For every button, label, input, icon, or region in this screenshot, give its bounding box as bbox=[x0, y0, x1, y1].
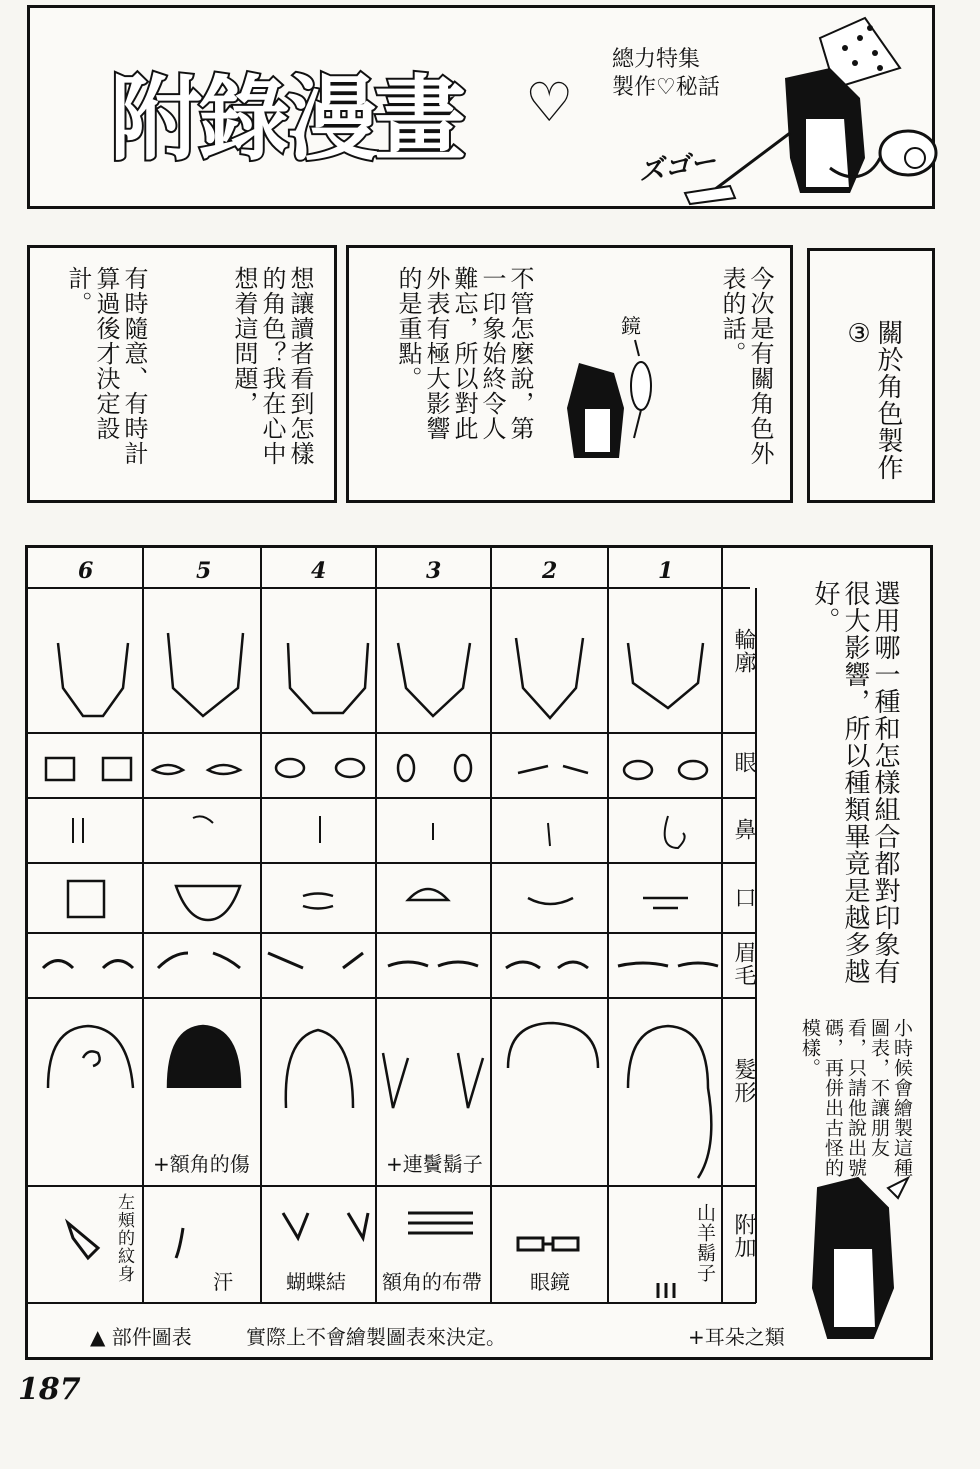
penguin-vacuum-illustration bbox=[30, 8, 938, 212]
left-text-1: 想讓讀者看到怎樣的角色？我在心中想着這問題， bbox=[230, 266, 314, 466]
heart-icon: ♡ bbox=[525, 71, 574, 134]
extra-label-col3: 額角的布帶 bbox=[382, 1270, 482, 1294]
extra-label-col4: 蝴蝶結 bbox=[286, 1270, 346, 1294]
page-number: 187 bbox=[18, 1372, 81, 1407]
chart-side-note: 小時候會繪製這種圖表，不讓朋友看，只請他說出號碼，再併出古怪的模樣。 bbox=[799, 1018, 913, 1178]
extra-label-col6: 左頰的紋身 bbox=[114, 1193, 134, 1283]
chart-caption-left: ▲ 部件圖表 bbox=[90, 1325, 192, 1349]
chart-side-text: 選用哪一種和怎樣組合都對印象有很大影響，所以種類畢竟是越多越好。 bbox=[810, 580, 900, 985]
column-header-5: 5 bbox=[196, 558, 212, 584]
penguin-mirror-illustration bbox=[349, 248, 796, 506]
extra-label-col2: 眼鏡 bbox=[530, 1270, 570, 1294]
subtitle-line2: 製作♡秘話 bbox=[612, 75, 720, 100]
extra-label-col5: 汗 bbox=[213, 1270, 233, 1294]
eyebrow-drawings bbox=[43, 953, 718, 968]
middle-text-1: 今次是有關角色外表的話。 bbox=[718, 266, 774, 466]
row-label-contour: 輪廓 bbox=[731, 628, 756, 674]
row-label-hair: 髮形 bbox=[731, 1058, 756, 1104]
row-label-extras: 附加 bbox=[731, 1213, 756, 1259]
row-label-nose: 鼻 bbox=[731, 818, 756, 841]
hair-note-col5: +額角的傷 bbox=[153, 1152, 250, 1176]
column-header-3: 3 bbox=[426, 558, 442, 584]
column-header-4: 4 bbox=[311, 558, 327, 584]
mouth-drawings bbox=[68, 881, 688, 920]
mirror-label: 鏡 bbox=[621, 314, 641, 338]
row-label-eyebrows: 眉毛 bbox=[731, 941, 756, 987]
parts-chart-panel bbox=[25, 545, 933, 1360]
middle-panel bbox=[346, 245, 793, 503]
page-title: 附錄漫畫 bbox=[110, 65, 463, 173]
contour-drawings bbox=[58, 633, 703, 718]
title-panel bbox=[27, 5, 935, 209]
row-label-mouth: 口 bbox=[731, 886, 756, 909]
hair-note-col3: +連鬢鬍子 bbox=[386, 1152, 483, 1176]
nose-drawings bbox=[73, 816, 685, 848]
column-header-2: 2 bbox=[542, 558, 558, 584]
middle-text-2: 不管怎麼說，第一印象始終令人難忘，所以對此外表有極大影響的是重點。 bbox=[394, 266, 534, 441]
chart-caption-mid: 實際上不會繪製圖表來決定。 bbox=[246, 1325, 506, 1349]
left-panel bbox=[27, 245, 337, 503]
chapter-heading: 關於角色製作③ bbox=[844, 319, 903, 481]
extra-drawings bbox=[68, 1213, 674, 1298]
column-header-6: 6 bbox=[78, 558, 94, 584]
column-header-1: 1 bbox=[658, 558, 674, 584]
subtitle-line1: 總力特集 bbox=[612, 47, 701, 72]
chart-caption-right: +耳朵之類 bbox=[688, 1325, 785, 1349]
extra-label-col1: 山羊鬍子 bbox=[694, 1203, 716, 1283]
sound-effect: ズゴー bbox=[636, 146, 719, 188]
right-box-panel bbox=[807, 248, 935, 503]
row-label-eyes: 眼 bbox=[731, 751, 756, 774]
left-text-2: 有時隨意、有時計算過後才決定設計。 bbox=[64, 266, 148, 466]
penguin-illustration bbox=[813, 1178, 908, 1338]
hair-drawings bbox=[48, 1023, 711, 1178]
